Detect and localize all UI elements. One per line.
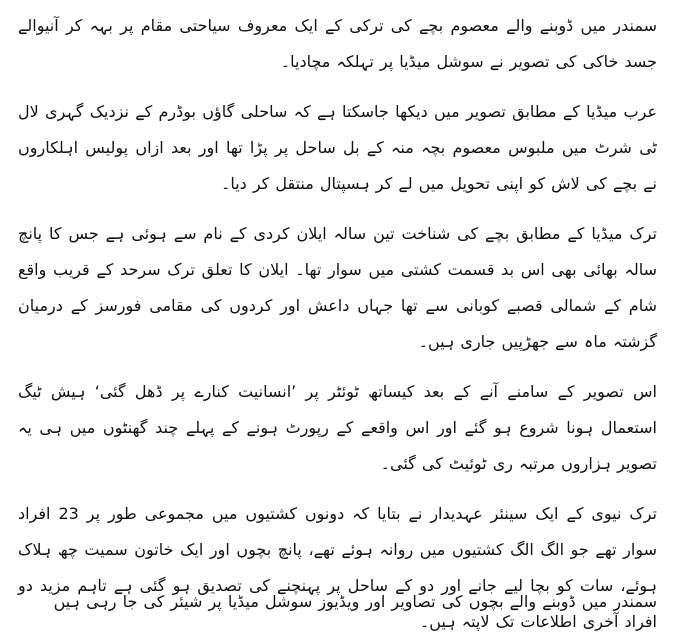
article-paragraph-5: ترک نیوی کے ایک سینئر عہدیدار نے بتایا کہ دونوں کشتیوں میں مجموعی طور پر 23 افراد سوار تھے جو الگ الگ کشتیوں میں روانہ ہوئے تھے، پانچ بچوں اور ایک خاتون سمیت چھ ہلاک ہوئے، سات کو بچا لیے جانے اور دو کے ساحل پر پہنچنے کی تصدیق ہو گئی ہے تاہم مزید دو افراد آخری اطلاعات تک لاپتہ ہیں۔ [18,504,657,631]
article-paragraph-1: سمندر میں ڈوبنے والے معصوم بچے کی ترکی کے ایک معروف سیاحتی مقام پر بہہ کر آنیوالے جسد خاکی کی تصویر نے سوشل میڈیا پر تہلکہ مچادیا۔ [18,16,657,71]
article-paragraph-3: ترک میڈیا کے مطابق بچے کی شناخت تین سالہ ایلان کردی کے نام سے ہوئی ہے جس کا پانچ سالہ بھائی بھی اس بد قسمت کشتی میں سوار تھا۔ ایلان کا تعلق ترک سرحد کے قریب واقع شام کے شمالی قصبے کوبانی سے تھا جہاں داعش اور کردوں کی مقامی فورسز کے درمیان گزشتہ ماہ سے جھڑپیں جاری ہیں۔ [18,224,657,351]
article-paragraph-6-partial: سمندر میں ڈوبنے والے بچوں کی تصاویر اور ویڈیوز سوشل میڈیا پر شیئر کی جا رہی ہیں [53,592,657,611]
article-paragraph-4: اس تصویر کے سامنے آنے کے بعد کیساتھ ٹوئٹر پر ’انسانیت کنارے پر ڈھل گئی‘ ہیش ٹیگ استعمال ہونا شروع ہو گئے اور اس واقعے کے رپورٹ ہونے کے پہلے چند گھنٹوں میں ہی یہ تصویر ہزاروں مرتبہ ری ٹوئیٹ کی گئی۔ [18,382,657,473]
article-paragraph-2: عرب میڈیا کے مطابق تصویر میں دیکھا جاسکتا ہے کہ ساحلی گاؤں بوڈرم کے نزدیک گہری لال ٹی شرٹ میں ملبوس معصوم بچہ منہ کے بل ساحل پر پڑا تھا اور بعد ازاں پولیس اہلکاروں نے بچے کی لاش کو اپنی تحویل میں لے کر ہسپتال منتقل کر دیا۔ [18,102,657,193]
